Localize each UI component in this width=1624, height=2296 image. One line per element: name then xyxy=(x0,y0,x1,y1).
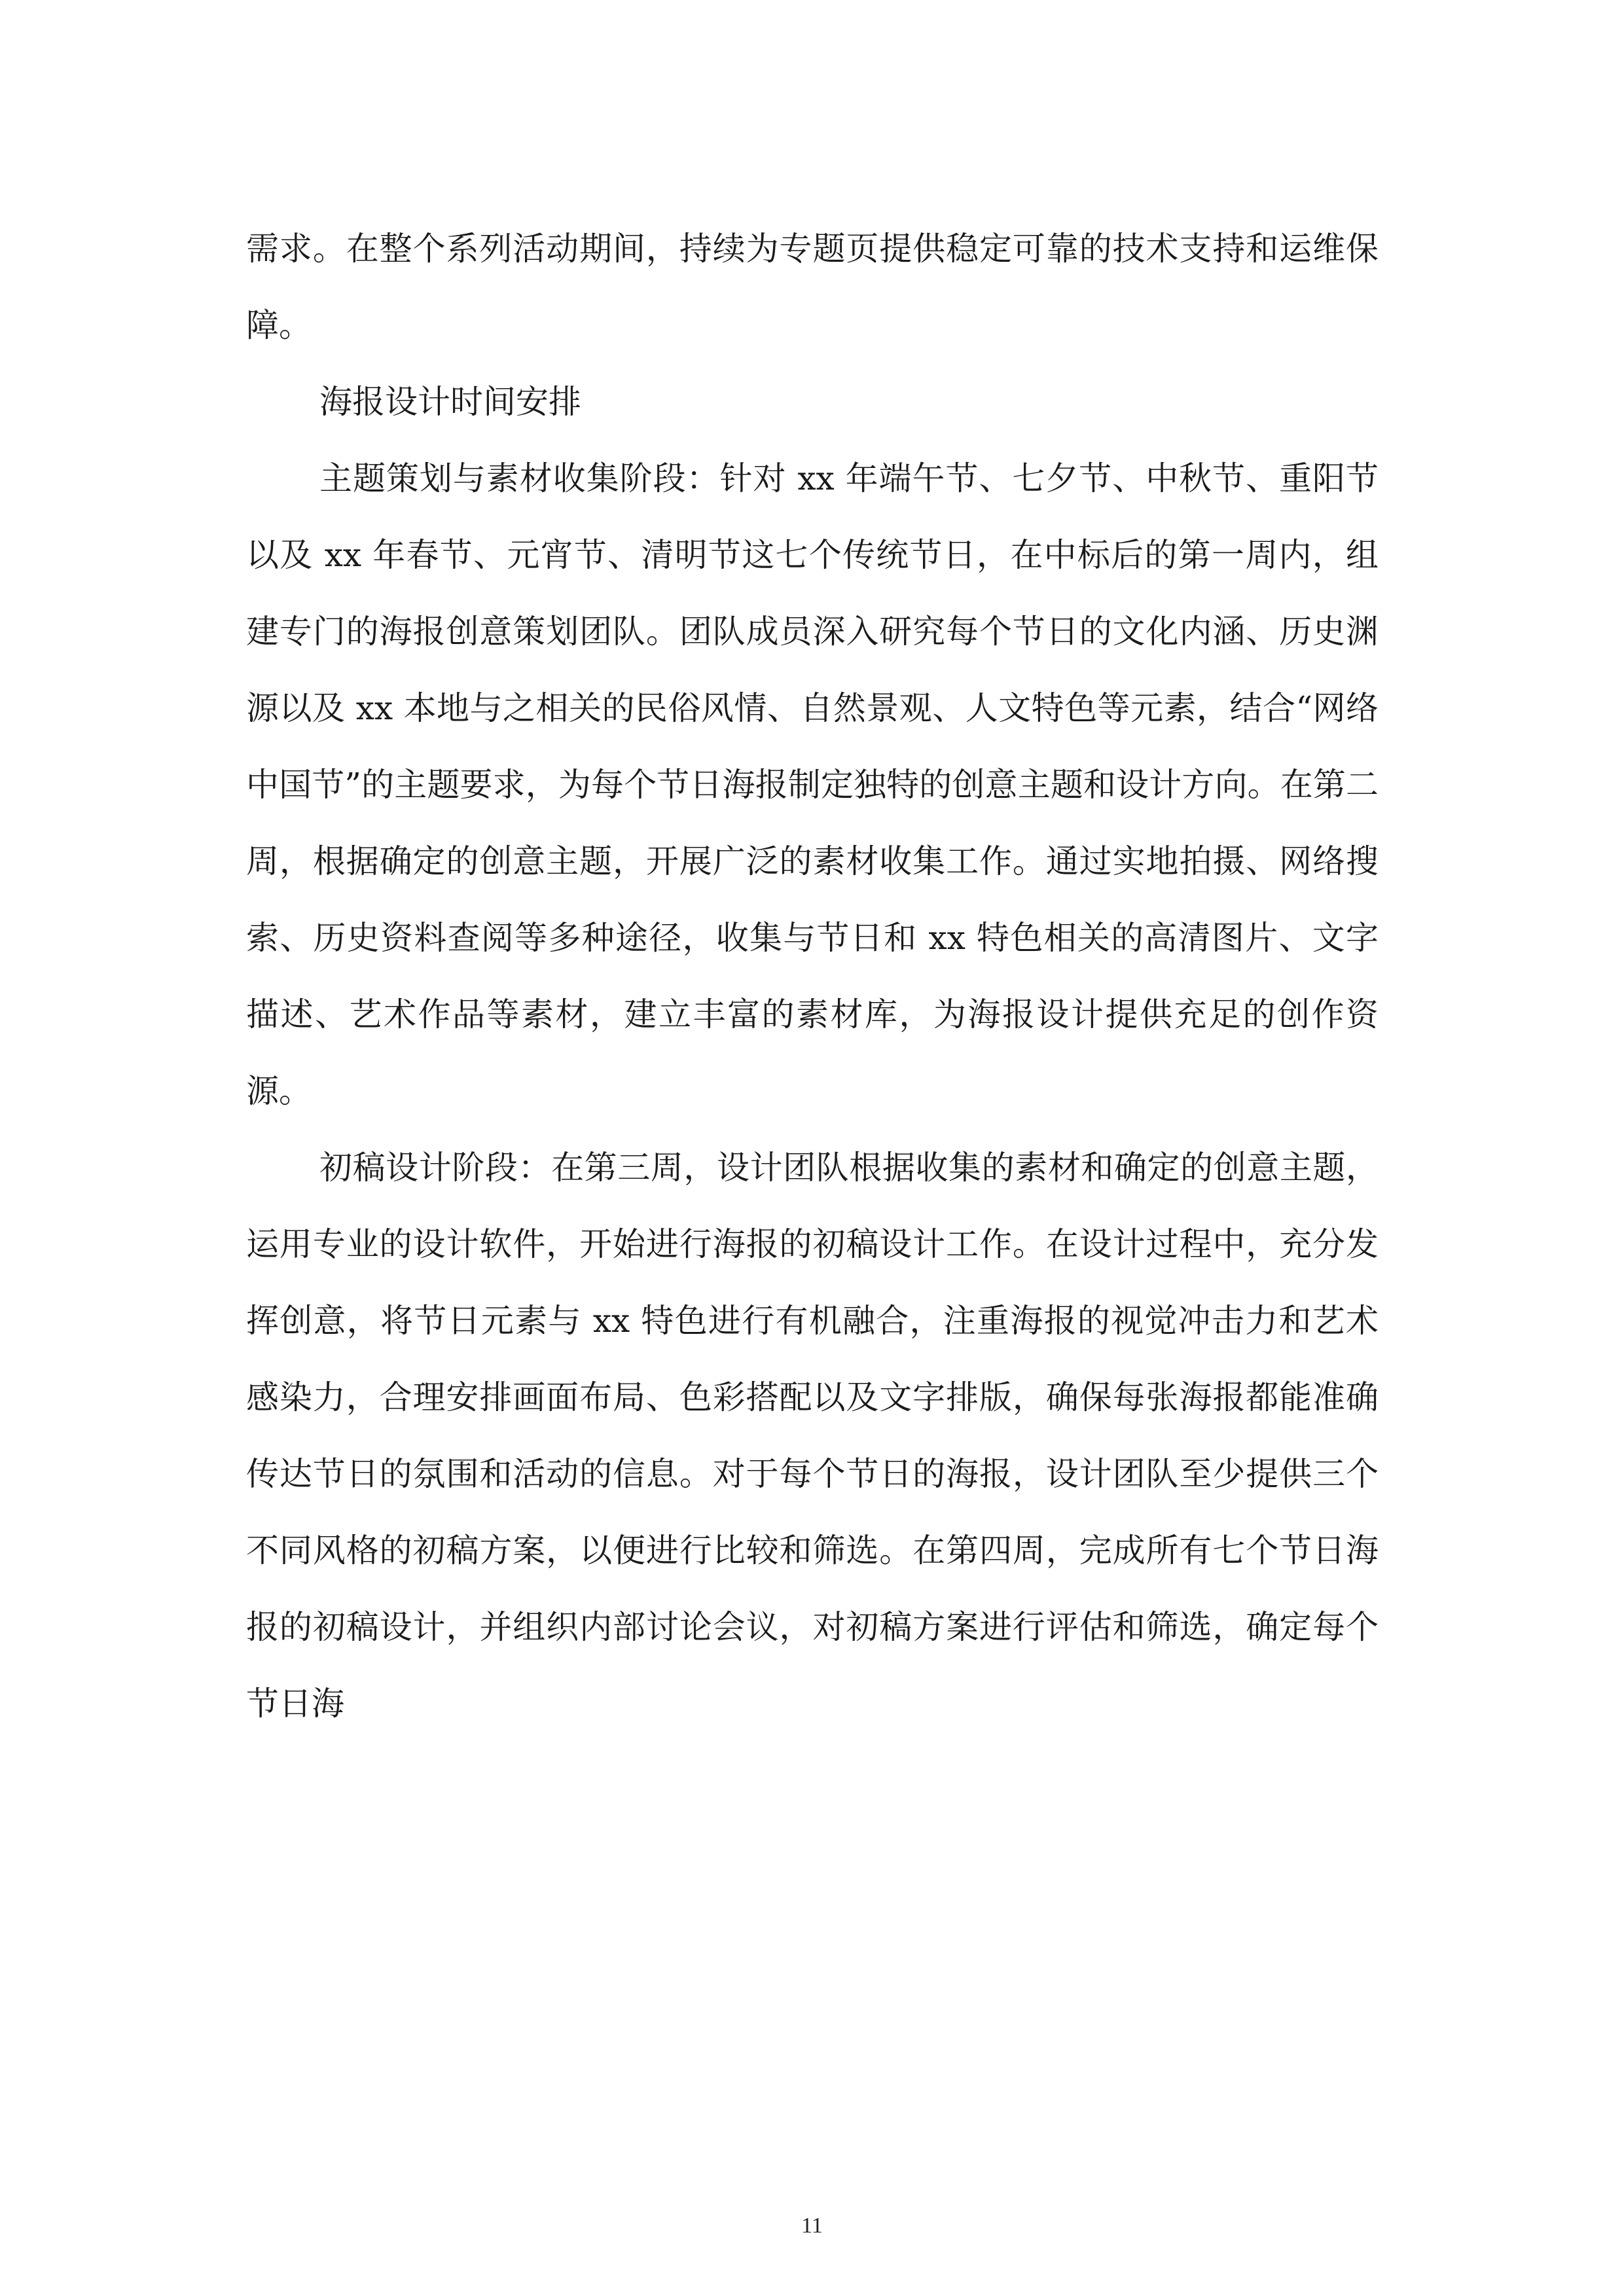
section-heading: 海报设计时间安排 xyxy=(319,383,581,421)
paragraph-theme-planning: 主题策划与素材收集阶段：针对 xx 年端午节、七夕节、中秋节、重阳节以及 xx 年春节、元宵节、清明节这七个传统节日，在中标后的第一周内，组建专门的海报创意策划团队。团队成员深入研究每个节日的文化内涵、历史渊源以及 xx 本地与之相关的民俗风情、自然景观、人文特色等元素，结合“网络中国节”的主题要求，为每个节日海报制定独特的创意主题和设计方向。在第二周，根据确定的创意主题，开展广泛的素材收集工作。通过实地拍摄、网络搜索、历史资料查阅等多种途径，收集与节日和 xx 特色相关的高清图片、文字描述、艺术作品等素材，建立丰富的素材库，为海报设计提供充足的创作资源。 xyxy=(246,459,1379,1110)
document-body xyxy=(246,211,1379,1742)
paragraph-continuation: 需求。在整个系列活动期间，持续为专题页提供稳定可靠的技术支持和运维保障。 xyxy=(246,230,1379,344)
page-number: 11 xyxy=(801,2214,823,2238)
paragraph-draft-design: 初稿设计阶段：在第三周，设计团队根据收集的素材和确定的创意主题，运用专业的设计软件，开始进行海报的初稿设计工作。在设计过程中，充分发挥创意，将节日元素与 xx 特色进行有机融合，注重海报的视觉冲击力和艺术感染力，合理安排画面布局、色彩搭配以及文字排版，确保每张海报都能准确传达节日的氛围和活动的信息。对于每个节日的海报，设计团队至少提供三个不同风格的初稿方案，以便进行比较和筛选。在第四周，完成所有七个节日海报的初稿设计，并组织内部讨论会议，对初稿方案进行评估和筛选，确定每个节日海 xyxy=(246,1149,1379,1723)
